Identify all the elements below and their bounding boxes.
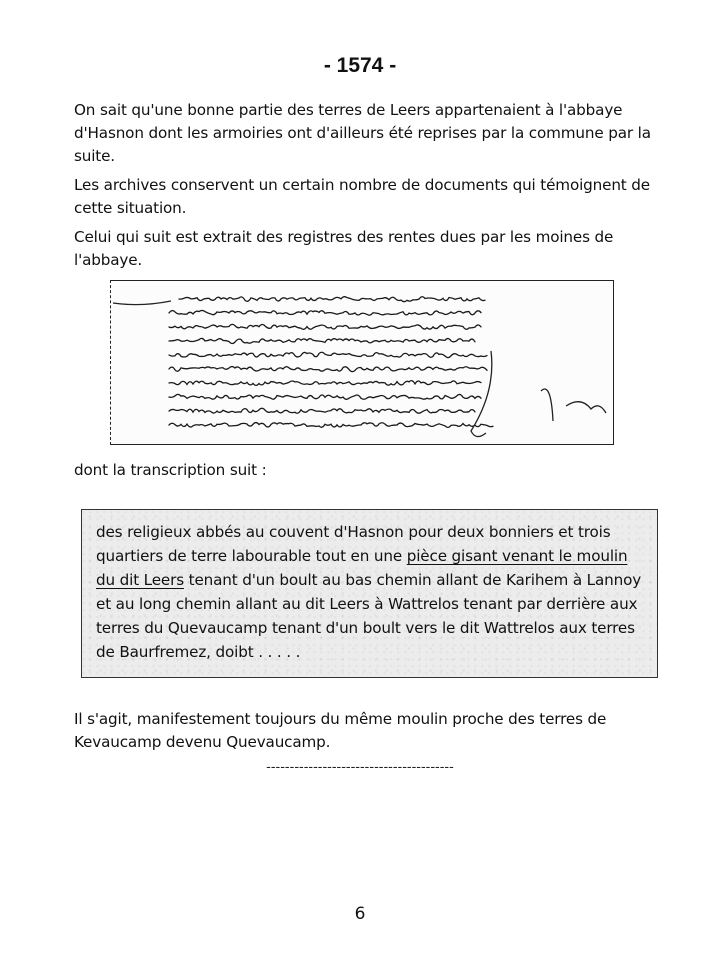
handwriting-line <box>169 367 487 372</box>
handwriting-line <box>169 381 481 386</box>
handwriting-scribbles <box>111 281 613 444</box>
handwriting-line <box>169 324 481 329</box>
transcription-box <box>81 509 658 678</box>
signature-mark <box>541 389 606 421</box>
handwriting-line <box>169 352 487 357</box>
handwriting-line <box>169 310 481 315</box>
transcription-intro: dont la transcription suit : <box>74 461 267 479</box>
handwriting-line <box>169 408 475 413</box>
transcription-part-2: tenant d'un boult au bas chemin allant de Karihem à Lannoy et au long chemin allant au dit Leers à Wattrelos tenant par derrière aux terres du Quevaucamp tenant d'un boult vers le dit Wattrelos aux terres de Baurfremez, doibt . . . . . <box>96 571 642 661</box>
margin-flourish <box>113 301 171 305</box>
manuscript-image <box>110 280 614 445</box>
conclusion-paragraph: Il s'agit, manifestement toujours du même moulin proche des terres de Kevaucamp devenu Quevaucamp. <box>74 710 607 751</box>
separator-line: ---------------------------------------- <box>266 760 454 775</box>
handwriting-line <box>179 297 485 302</box>
transcription-part-1: des religieux abbés au couvent d'Hasnon pour deux bonniers et trois quartiers de terre labourable tout en une <box>96 523 611 565</box>
handwriting-line <box>169 423 493 428</box>
page-number: 6 <box>354 904 366 924</box>
intro-paragraph: On sait qu'une bonne partie des terres de Leers appartenaient à l'abbaye d'Hasnon dont les armoiries ont d'ailleurs été reprises par la commune par la suite. <box>74 101 651 165</box>
handwriting-line <box>169 338 475 343</box>
extract-paragraph: Celui qui suit est extrait des registres des rentes dues par les moines de l'abbaye. <box>74 228 614 269</box>
handwriting-line <box>169 394 481 399</box>
transcription-text <box>96 520 651 664</box>
transcription-underlined: pièce gisant venant le moulin du dit Leers <box>96 547 628 589</box>
year-heading: - 1574 - <box>323 54 397 77</box>
archives-paragraph: Les archives conservent un certain nombre de documents qui témoignent de cette situation. <box>74 176 650 217</box>
